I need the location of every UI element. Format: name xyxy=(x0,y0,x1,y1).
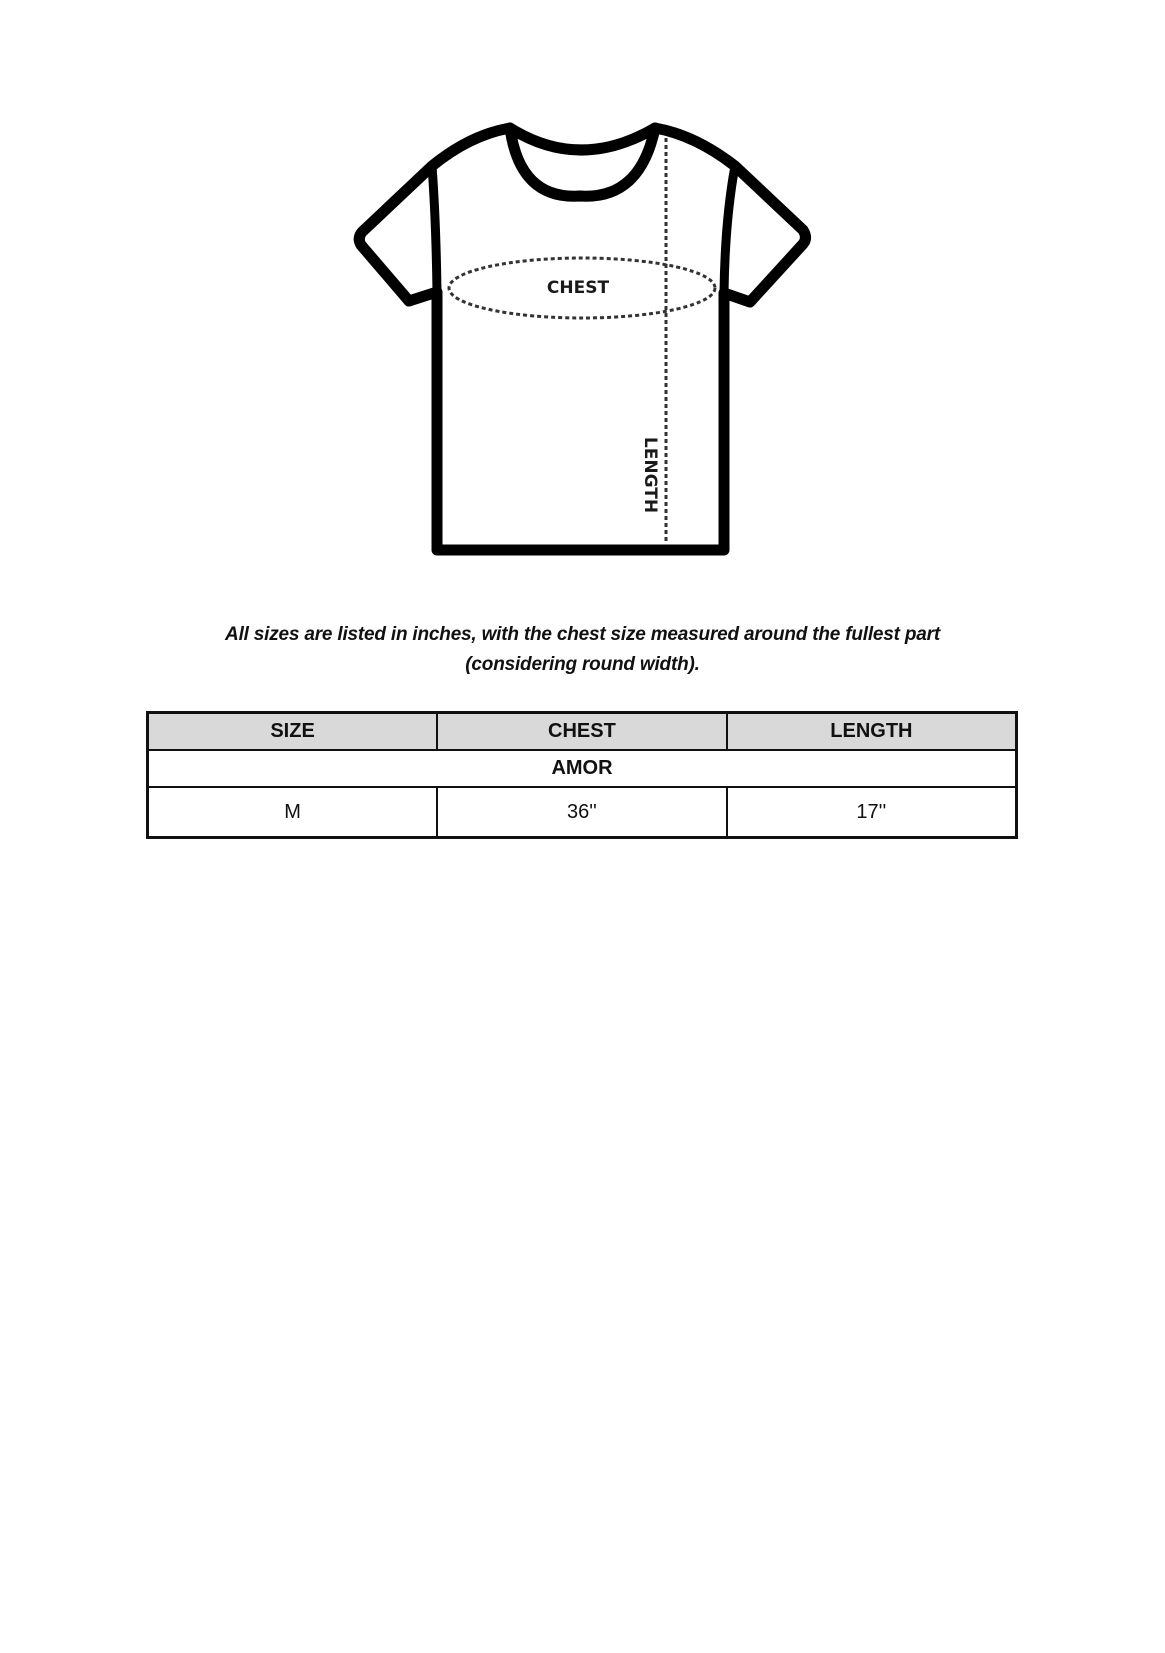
measurement-note-line-2: (considering round width). xyxy=(465,654,700,675)
table-row xyxy=(148,787,1017,838)
group-name: AMOR xyxy=(148,750,1017,787)
table-header-row xyxy=(148,713,1017,751)
size-chart-table xyxy=(146,711,1018,839)
table-group-row xyxy=(148,750,1017,787)
length-label: LENGTH xyxy=(640,436,660,514)
tshirt-outline xyxy=(359,128,805,550)
cell-size: M xyxy=(148,787,438,838)
header-length: LENGTH xyxy=(727,713,1017,751)
tshirt-diagram xyxy=(0,0,1165,580)
cell-length: 17'' xyxy=(727,787,1017,838)
measurement-note-line-1: All sizes are listed in inches, with the chest size measured around the fullest part xyxy=(225,624,940,645)
cell-chest: 36'' xyxy=(437,787,727,838)
chest-label: CHEST xyxy=(546,278,610,298)
header-size: SIZE xyxy=(148,713,438,751)
header-chest: CHEST xyxy=(437,713,727,751)
